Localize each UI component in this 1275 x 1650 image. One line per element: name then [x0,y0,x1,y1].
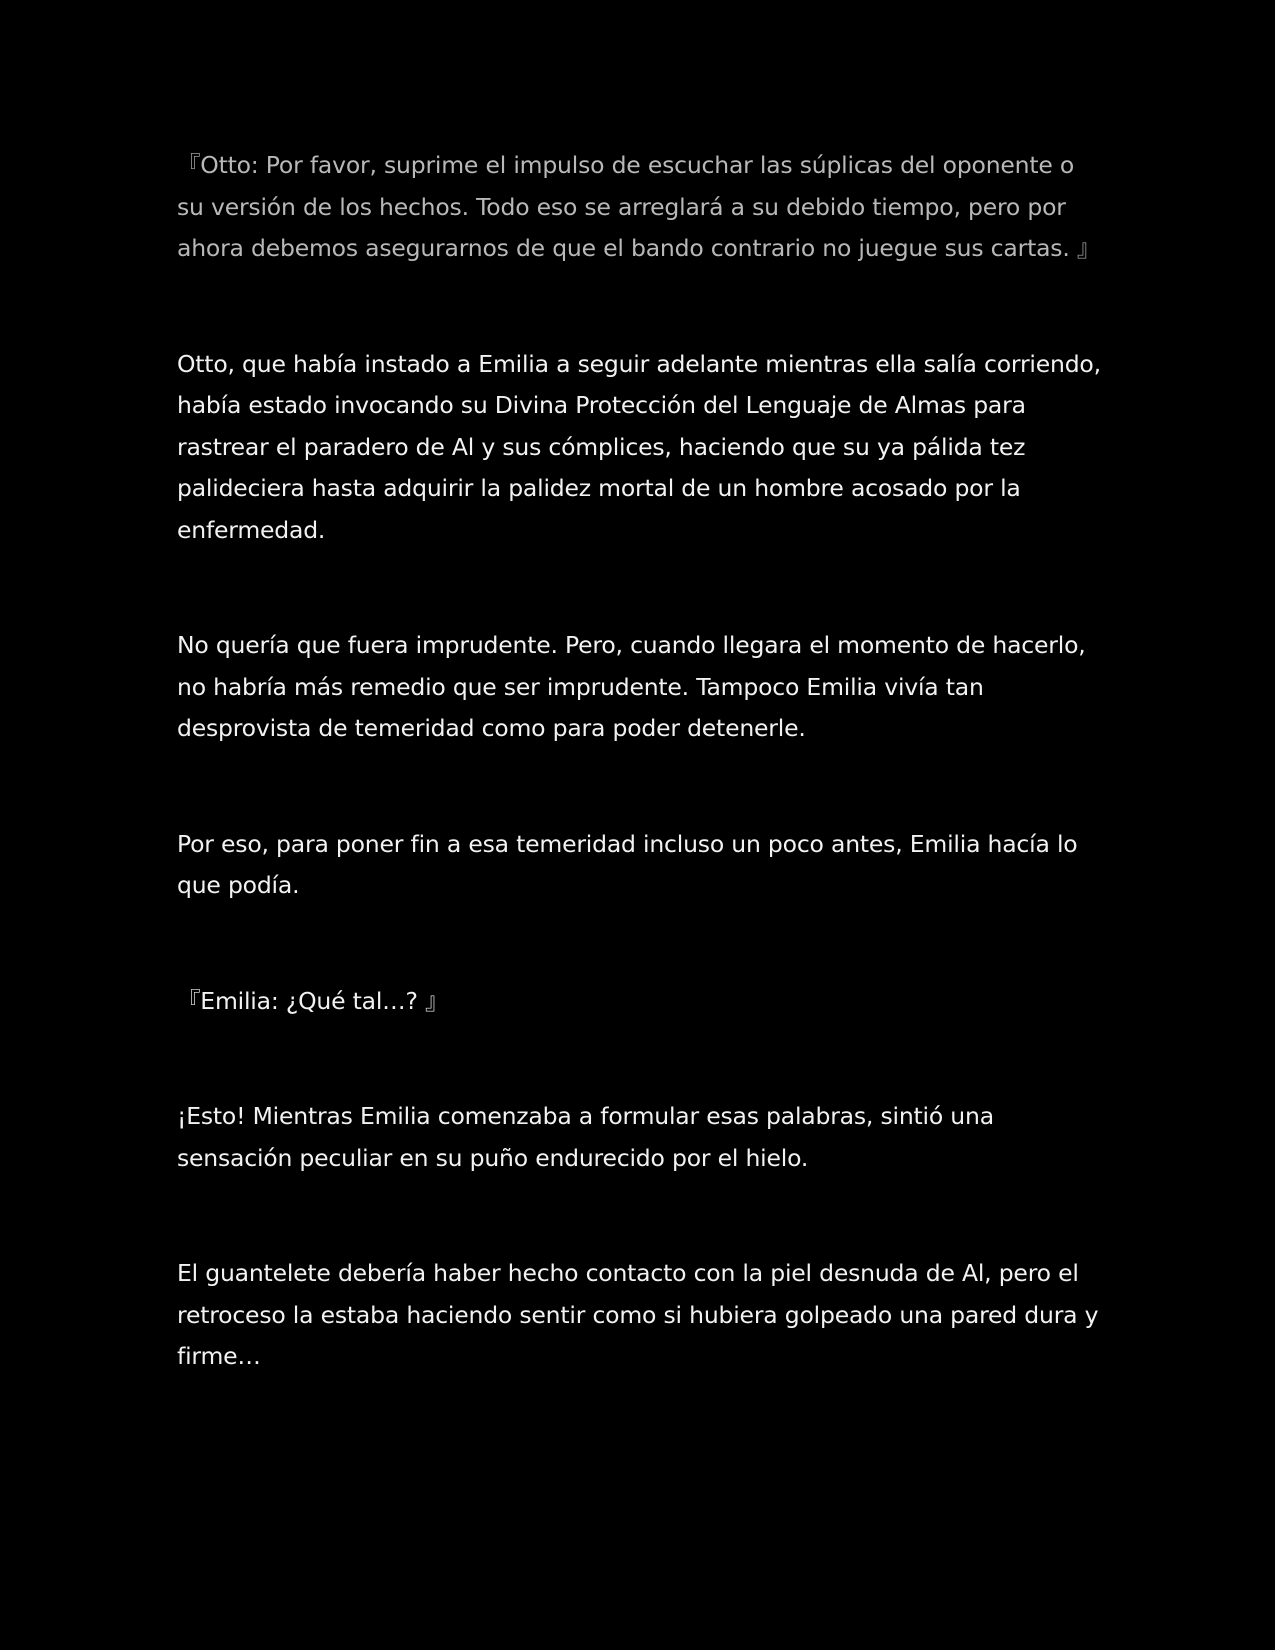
paragraph: No quería que fuera imprudente. Pero, cuando llegara el momento de hacerlo, no habría más remedio que ser imprudente. Tampoco Emilia vivía tan desprovista de temeridad como para poder detenerle. [177,631,1086,742]
dialogue-emilia: 『Emilia: ¿Qué tal…? 』 [177,986,449,1015]
paragraph: El guantelete debería haber hecho contacto con la piel desnuda de Al, pero el retroceso la estaba haciendo sentir como si hubiera golpeado una pared dura y firme… [177,1259,1099,1370]
paragraph: Otto, que había instado a Emilia a seguir adelante mientras ella salía corriendo, había estado invocando su Divina Protección del Lenguaje de Almas para rastrear el paradero de Al y sus cómplices, haciendo que su ya pálida tez palideciera hasta adquirir la palidez mortal de un hombre acosado por la enfermedad. [177,349,1101,544]
paragraph: ¡Esto! Mientras Emilia comenzaba a formular esas palabras, sintió una sensación peculiar en su puño endurecido por el hielo. [177,1102,994,1172]
document-body [177,145,1107,1452]
paragraph: Por eso, para poner fin a esa temeridad incluso un poco antes, Emilia hacía lo que podía. [177,829,1078,899]
dialogue-otto: 『Otto: Por favor, suprime el impulso de escuchar las súplicas del oponente o su versión de los hechos. Todo eso se arreglará a su debido tiempo, pero por ahora debemos asegurarnos de que el bando contrario no juegue sus cartas. 』 [177,151,1101,262]
